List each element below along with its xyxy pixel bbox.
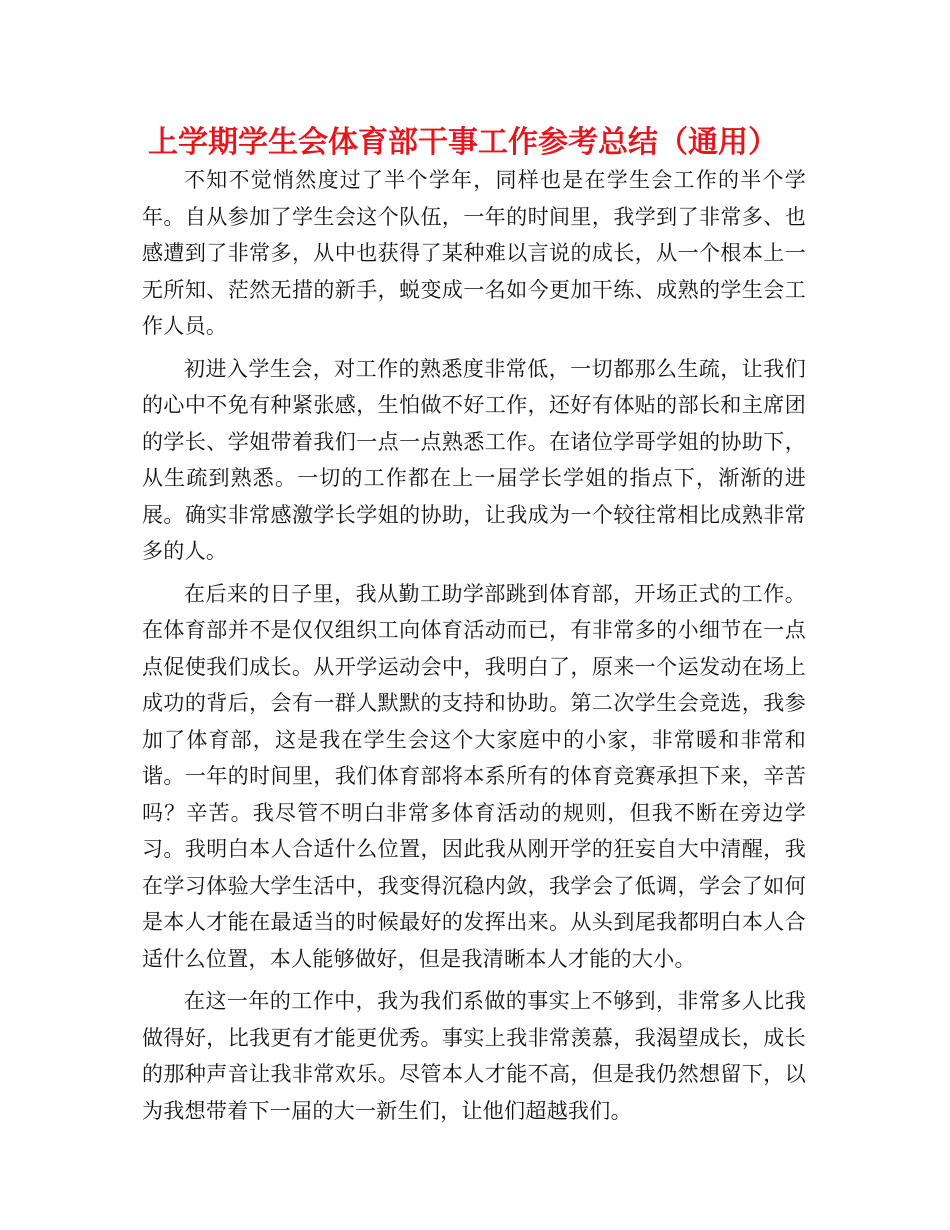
document-title: 上学期学生会体育部干事工作参考总结（通用） bbox=[148, 125, 778, 160]
paragraph-1: 不知不觉悄然度过了半个学年，同样也是在学生会工作的半个学年。自从参加了学生会这个队伍，一年的时间里，我学到了非常多、也感遭到了非常多，从中也获得了某种难以言说的成长，从一个根本上一无所知、茫然无措的新手，蜕变成一名如今更加干练、成熟的学生会工作人员。 bbox=[142, 168, 806, 338]
document-body bbox=[142, 162, 806, 1135]
paragraph-4: 在这一年的工作中，我为我们系做的事实上不够到，非常多人比我做得好，比我更有才能更优秀。事实上我非常羡慕，我渴望成长，成长的那种声音让我非常欢乐。尽管本人才能不高，但是我仍然想留下，以为我想带着下一届的大一新生们，让他们超越我们。 bbox=[142, 989, 806, 1123]
paragraph-3: 在后来的日子里，我从勤工助学部跳到体育部，开场正式的工作。在体育部并不是仅仅组织工向体育活动而已，有非常多的小细节在一点点促使我们成长。从开学运动会中，我明白了，原来一个运发动在场上成功的背后，会有一群人默默的支持和协助。第二次学生会竞选，我参加了体育部，这是我在学生会这个大家庭中的小家，非常暖和非常和谐。一年的时间里，我们体育部将本系所有的体育竞赛承担下来，辛苦吗？辛苦。我尽管不明白非常多体育活动的规则，但我不断在旁边学习。我明白本人合适什么位置，因此我从刚开学的狂妄自大中清醒，我在学习体验大学生活中，我变得沉稳内敛，我学会了低调，学会了如何是本人才能在最适当的时候最好的发挥出来。从头到尾我都明白本人合适什么位置，本人能够做好，但是我清晰本人才能的大小。 bbox=[142, 581, 806, 971]
paragraph-2: 初进入学生会，对工作的熟悉度非常低，一切都那么生疏，让我们的心中不免有种紧张感，生怕做不好工作，还好有体贴的部长和主席团的学长、学姐带着我们一点一点熟悉工作。在诸位学哥学姐的协助下，从生疏到熟悉。一切的工作都在上一届学长学姐的指点下，渐渐的进展。确实非常感激学长学姐的协助，让我成为一个较往常相比成熟非常多的人。 bbox=[142, 356, 806, 563]
